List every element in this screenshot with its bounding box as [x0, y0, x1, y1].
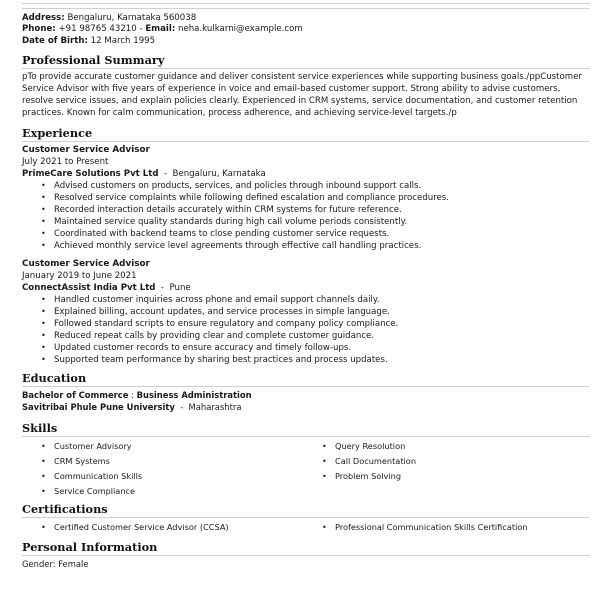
phone-email-line — [22, 24, 590, 35]
list-item: • Problem Solving — [335, 469, 584, 484]
section-title: Experience — [22, 127, 590, 142]
skills-section — [22, 422, 590, 499]
dob-line — [22, 36, 590, 47]
degree-line — [22, 389, 590, 401]
email-value[interactable]: neha.kulkarni@example.com — [178, 24, 303, 35]
header-double-rule — [22, 3, 590, 9]
list-item: • CRM Systems — [54, 454, 303, 469]
list-item: • Explained billing, account updates, and service processes in simple language. — [54, 306, 590, 318]
contact-block — [22, 13, 590, 47]
skills-left-column — [22, 439, 303, 499]
resume-page — [22, 0, 590, 570]
list-item: • Handled customer inquiries across phone and email support channels daily. — [54, 294, 590, 306]
gender-line: Gender: Female — [22, 558, 89, 569]
education-section — [22, 372, 590, 413]
job-bullets — [22, 294, 590, 366]
list-item: • Followed standard scripts to ensure regulatory and company policy compliance. — [54, 318, 590, 330]
list-item: • Service Compliance — [54, 484, 303, 499]
list-item: • Communication Skills — [54, 469, 303, 484]
certifications-section — [22, 503, 590, 535]
address-value: Bengaluru, Karnataka 560038 — [67, 13, 197, 23]
company-name: ConnectAssist India Pvt Ltd — [22, 282, 156, 293]
section-title: Skills — [22, 422, 590, 437]
list-item: • Supported team performance by sharing best practices and process updates. — [54, 354, 590, 366]
job-title: Customer Service Advisor — [22, 144, 150, 155]
list-item: • Advised customers on products, services, and policies through inbound support calls. — [54, 180, 590, 192]
list-item: • Professional Communication Skills Certification — [335, 520, 584, 535]
job-bullets — [22, 180, 590, 252]
list-item: • Coordinated with backend teams to close pending customer service requests. — [54, 228, 590, 240]
address-line — [22, 13, 590, 24]
list-item: • Reduced repeat calls by providing clear and complete customer guidance. — [54, 330, 590, 342]
job-company-line: PrimeCare Solutions Pvt Ltd - Bengaluru, Karnataka — [22, 168, 266, 179]
experience-section — [22, 127, 590, 366]
phone-label: Phone: — [22, 24, 56, 35]
separator: - — [139, 24, 143, 35]
list-item: • Resolved service complaints while following defined escalation and compliance procedures. — [54, 192, 590, 204]
school-name: Savitribai Phule Pune University — [22, 401, 175, 412]
list-item: • Maintained service quality standards during high call volume periods consistently. — [54, 216, 590, 228]
list-item: • Certified Customer Service Advisor (CCSA) — [54, 520, 303, 535]
list-item: • Call Documentation — [335, 454, 584, 469]
skills-right-column — [303, 439, 584, 499]
list-item: • Recorded interaction details accurately within CRM systems for future reference. — [54, 204, 590, 216]
list-item: • Customer Advisory — [54, 439, 303, 454]
job-company-line: ConnectAssist India Pvt Ltd - Pune — [22, 282, 191, 293]
certifications-left-column — [22, 520, 303, 535]
field-of-study: Business Administration — [136, 389, 252, 400]
company-location: Pune — [169, 282, 191, 293]
degree: Bachelor of Commerce — [22, 389, 129, 400]
section-title: Personal Information — [22, 541, 590, 556]
job-entry — [22, 258, 590, 366]
dob-value: 12 March 1995 — [90, 35, 156, 46]
company-location: Bengaluru, Karnataka — [172, 168, 266, 179]
summary-section — [22, 54, 590, 119]
list-item: • Updated customer records to ensure accuracy and timely follow-ups. — [54, 342, 590, 354]
list-item: • Query Resolution — [335, 439, 584, 454]
section-title: Certifications — [22, 503, 590, 518]
job-title: Customer Service Advisor — [22, 258, 150, 269]
certifications-columns — [22, 520, 590, 535]
list-item: • Achieved monthly service level agreements through effective call handling practices. — [54, 240, 590, 252]
school-location: Maharashtra — [188, 401, 242, 412]
summary-text: pTo provide accurate customer guidance and deliver consistent service experiences while supporting business goals./ppCustomer Service Advisor with five years of experience in voice and email-based customer support. Strong ability to advise customers, resolve service issues, and explain policies clearly. Experienced in CRM systems, service documentation, and customer retention practices. Known for calm communication, process adherence, and achieving service-level targets./p — [22, 71, 582, 118]
phone-value: +91 98765 43210 — [58, 24, 137, 35]
certifications-right-column — [303, 520, 584, 535]
personal-info-section — [22, 541, 590, 570]
company-name: PrimeCare Solutions Pvt Ltd — [22, 168, 159, 179]
section-title: Professional Summary — [22, 54, 590, 69]
job-dates: January 2019 to June 2021 — [22, 270, 137, 281]
job-dates: July 2021 to Present — [22, 156, 109, 167]
dob-label: Date of Birth: — [22, 35, 88, 46]
skills-columns — [22, 439, 590, 499]
email-label: Email: — [145, 24, 176, 35]
section-title: Education — [22, 372, 590, 387]
address-label: Address: — [22, 13, 65, 23]
degree-separator: : — [128, 389, 137, 400]
school-line: Savitribai Phule Pune University - Maharashtra — [22, 401, 242, 412]
job-entry — [22, 144, 590, 252]
